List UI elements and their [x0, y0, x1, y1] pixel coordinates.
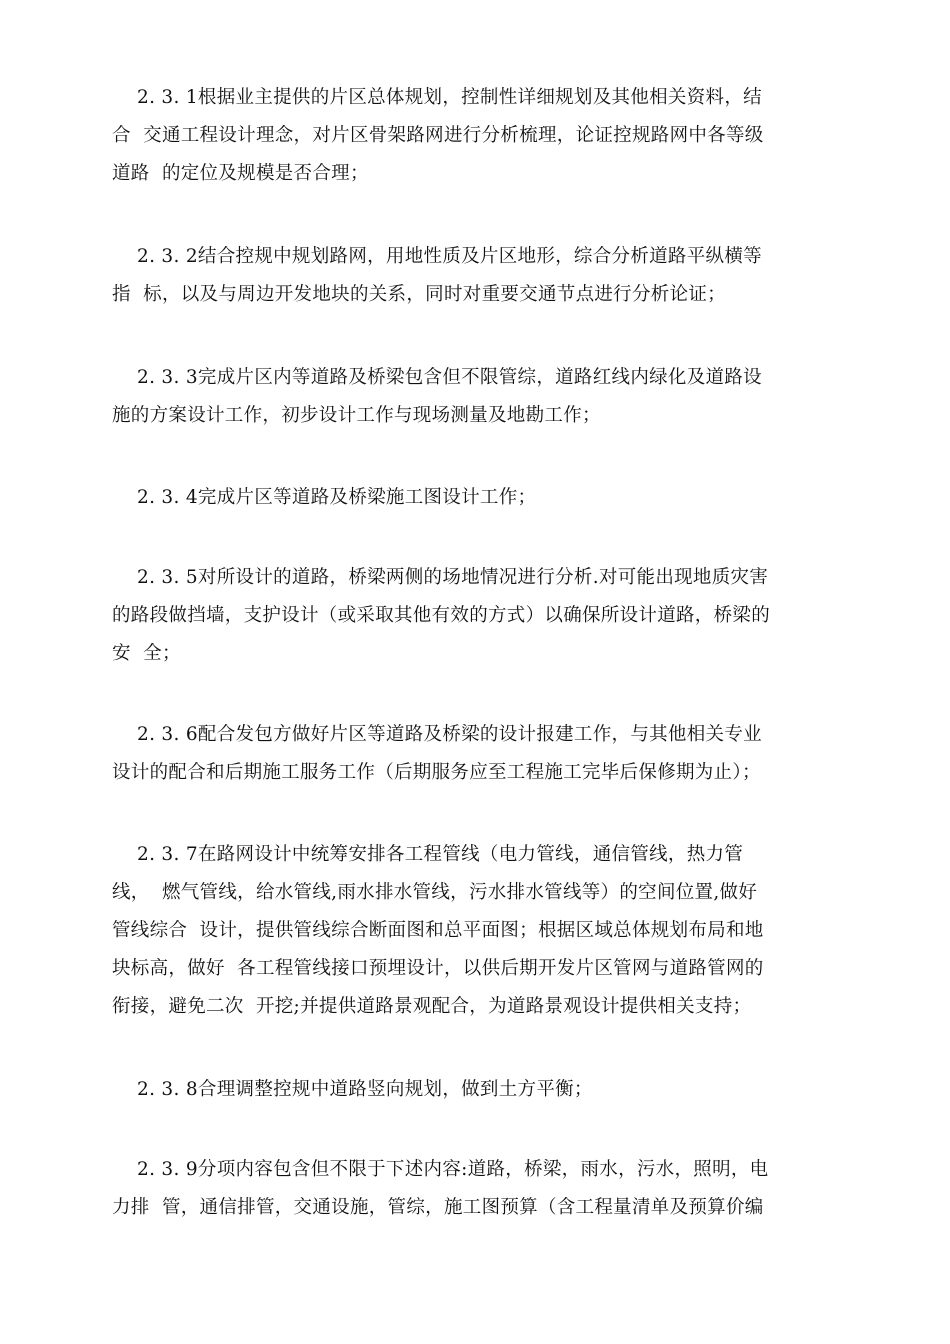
- paragraph-2-3-4: [112, 479, 836, 517]
- text-line: 设计的配合和后期施工服务工作（后期服务应至工程施工完毕后保修期为止）；: [112, 762, 761, 783]
- text-line: 的路段做挡墙，支护设计（或采取其他有效的方式）以确保所设计道路，桥梁的: [112, 605, 771, 626]
- text-line: 管线综合 设计，提供管线综合断面图和总平面图；根据区域总体规划布局和地: [112, 920, 764, 941]
- paragraph-2-3-1: [112, 79, 836, 193]
- paragraph-2-3-7: [112, 836, 836, 1026]
- text-line: 2. 3. 3完成片区内等道路及桥梁包含但不限管综，道路红线内绿化及道路设: [137, 367, 762, 388]
- paragraph-2-3-2: [112, 238, 836, 314]
- text-line: 2. 3. 5对所设计的道路，桥梁两侧的场地情况进行分析.对可能出现地质灾害: [137, 567, 769, 588]
- text-line: 2. 3. 6配合发包方做好片区等道路及桥梁的设计报建工作，与其他相关专业: [137, 724, 762, 745]
- paragraph-2-3-3: [112, 359, 836, 435]
- paragraph-2-3-5: [112, 559, 836, 673]
- text-line: 2. 3. 1根据业主提供的片区总体规划，控制性详细规划及其他相关资料，结: [137, 87, 762, 108]
- paragraph-2-3-9: [112, 1151, 836, 1227]
- paragraph-2-3-8: [112, 1071, 836, 1109]
- text-line: 块标高，做好 各工程管线接口预埋设计，以供后期开发片区管网与道路管网的: [112, 958, 764, 979]
- text-line: 力排 管，通信排管，交通设施，管综，施工图预算（含工程量清单及预算价编: [112, 1197, 764, 1218]
- text-line: 安 全；: [112, 643, 181, 664]
- text-line: 2. 3. 8合理调整控规中道路竖向规划，做到土方平衡；: [137, 1079, 593, 1100]
- text-line: 线， 燃气管线，给水管线,雨水排水管线，污水排水管线等）的空间位置,做好: [112, 882, 758, 903]
- text-line: 合 交通工程设计理念，对片区骨架路网进行分析梳理，论证控规路网中各等级: [112, 125, 764, 146]
- text-line: 施的方案设计工作，初步设计工作与现场测量及地勘工作；: [112, 405, 601, 426]
- text-line: 2. 3. 2结合控规中规划路网，用地性质及片区地形，综合分析道路平纵横等: [137, 246, 762, 267]
- text-line: 指 标，以及与周边开发地块的关系，同时对重要交通节点进行分析论证；: [112, 284, 726, 305]
- text-line: 2. 3. 9分项内容包含但不限于下述内容:道路，桥梁，雨水，污水，照明，电: [137, 1159, 769, 1180]
- text-line: 衔接，避免二次 开挖;并提供道路景观配合，为道路景观设计提供相关支持；: [112, 996, 752, 1017]
- text-line: 2. 3. 4完成片区等道路及桥梁施工图设计工作；: [137, 487, 537, 508]
- text-line: 2. 3. 7在路网设计中统筹安排各工程管线（电力管线，通信管线，热力管: [137, 844, 744, 865]
- text-line: 道路 的定位及规模是否合理；: [112, 163, 369, 184]
- paragraph-2-3-6: [112, 716, 836, 792]
